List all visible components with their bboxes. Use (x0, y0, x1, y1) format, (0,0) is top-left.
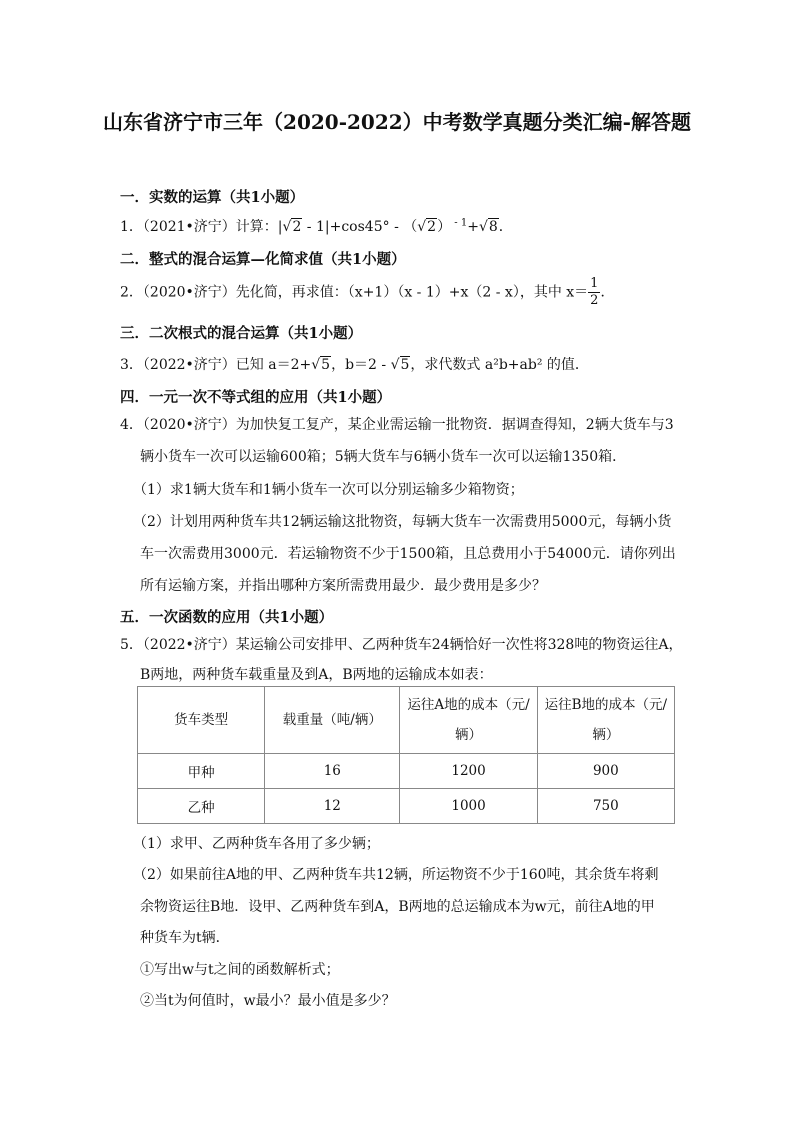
q1-plus: + (467, 219, 479, 235)
question-3: 3．（2022•济宁）已知 a＝2+√5，b＝2 - √5，求代数式 a²b+ab² 的值． (120, 357, 589, 373)
q1-exponent: - 1 (451, 217, 468, 229)
q4-line-2: 辆小货车一次可以运输600箱；5辆大货车与6辆小货车一次可以运输1350箱． (140, 449, 627, 465)
q4-line-6: 所有运输方案，并指出哪种方案所需费用最少．最少费用是多少？ (140, 578, 546, 594)
table-cell: 甲种 (138, 754, 265, 789)
table-header-cell: 货车类型 (138, 687, 265, 754)
q3-radicand-2: 5 (400, 357, 410, 373)
q4-line-1: 4．（2020•济宁）为加快复工复产，某企业需运输一批物资．据调查得知，2辆大货车与3 (120, 417, 674, 433)
q2-text: 2．（2020•济宁）先化简，再求值：（x+1）（x - 1）+x（2 - x），其中 x＝ (120, 284, 589, 301)
table-cell: 12 (265, 789, 400, 824)
section-heading-3: 三．二次根式的混合运算（共1小题） (120, 325, 363, 342)
q3-text: 3．（2022•济宁）已知 a＝2+ (120, 357, 312, 373)
q2-denominator: 2 (590, 293, 599, 308)
question-1: 1．（2021•济宁）计算：|√2 - 1|+cos45° - （√2） $^{- 1}$+√8． (120, 217, 513, 235)
q1-radicand-1: 2 (292, 219, 302, 235)
q5-line-2: B两地，两种货车载重量及到A，B两地的运输成本如表： (140, 667, 493, 683)
q1-text-mid: - 1|+cos45° - （ (302, 219, 418, 235)
section-heading-2: 二．整式的混合运算—化简求值（共1小题） (120, 251, 406, 268)
q1-radicand-2: 2 (427, 219, 437, 235)
table-header-row (138, 687, 675, 754)
q3-text-mid: ，b＝2 - (331, 357, 391, 373)
section-heading-5: 五．一次函数的应用（共1小题） (120, 609, 334, 626)
q1-end: ． (498, 219, 513, 235)
q5-line-3: （1）求甲、乙两种货车各用了多少辆； (133, 836, 380, 852)
q5-line-4: （2）如果前往A地的甲、乙两种货车共12辆，所运物资不少于160吨，其余货车将剩 (133, 867, 659, 883)
section-heading-4: 四．一元一次不等式组的应用（共1小题） (120, 389, 392, 406)
q5-line-7: ①写出w与t之间的函数解析式； (140, 962, 340, 978)
table-cell: 1000 (400, 789, 537, 824)
q1-text: 1．（2021•济宁）计算：| (120, 219, 283, 235)
q3-radicand-1: 5 (321, 357, 331, 373)
table-row (138, 789, 675, 824)
freight-cost-table (137, 686, 675, 824)
table-row (138, 754, 675, 789)
table-header-cell: 运往B地的成本（元/辆） (537, 687, 674, 754)
q1-radicand-3: 8 (488, 219, 498, 235)
question-2 (120, 276, 614, 309)
q4-line-5: 车一次需费用3000元．若运输物资不少于1500箱，且总费用小于54000元．请你列出 (140, 546, 676, 562)
q5-line-5: 余物资运往B地．设甲、乙两种货车到A，B两地的总运输成本为w元，前往A地的甲 (140, 899, 655, 915)
q4-line-3: （1）求1辆大货车和1辆小货车一次可以分别运输多少箱物资； (133, 482, 524, 498)
page-title: 山东省济宁市三年（2020-2022）中考数学真题分类汇编-解答题 (103, 110, 691, 134)
section-heading-1: 一．实数的运算（共1小题） (120, 189, 305, 206)
q4-line-4: （2）计划用两种货车共12辆运输这批物资，每辆大货车一次需费用5000元，每辆小货 (133, 514, 672, 530)
q1-text-mid2: ） (437, 219, 452, 235)
q5-line-6: 种货车为t辆． (140, 930, 230, 946)
q3-end: ，求代数式 a²b+ab² 的值． (410, 357, 589, 373)
table-cell: 900 (537, 754, 674, 789)
table-header-cell: 载重量（吨/辆） (265, 687, 400, 754)
q5-line-1: 5．（2022•济宁）某运输公司安排甲、乙两种货车24辆恰好一次性将328吨的物资运往A， (120, 637, 683, 653)
q2-end: ． (600, 284, 615, 301)
q5-line-8: ②当t为何值时，w最小？最小值是多少？ (140, 993, 396, 1009)
table-cell: 乙种 (138, 789, 265, 824)
table-header-cell: 运往A地的成本（元/辆） (400, 687, 537, 754)
q2-fraction (588, 276, 600, 309)
table-cell: 750 (537, 789, 674, 824)
table-cell: 16 (265, 754, 400, 789)
table-cell: 1200 (400, 754, 537, 789)
q2-numerator: 1 (590, 276, 599, 291)
